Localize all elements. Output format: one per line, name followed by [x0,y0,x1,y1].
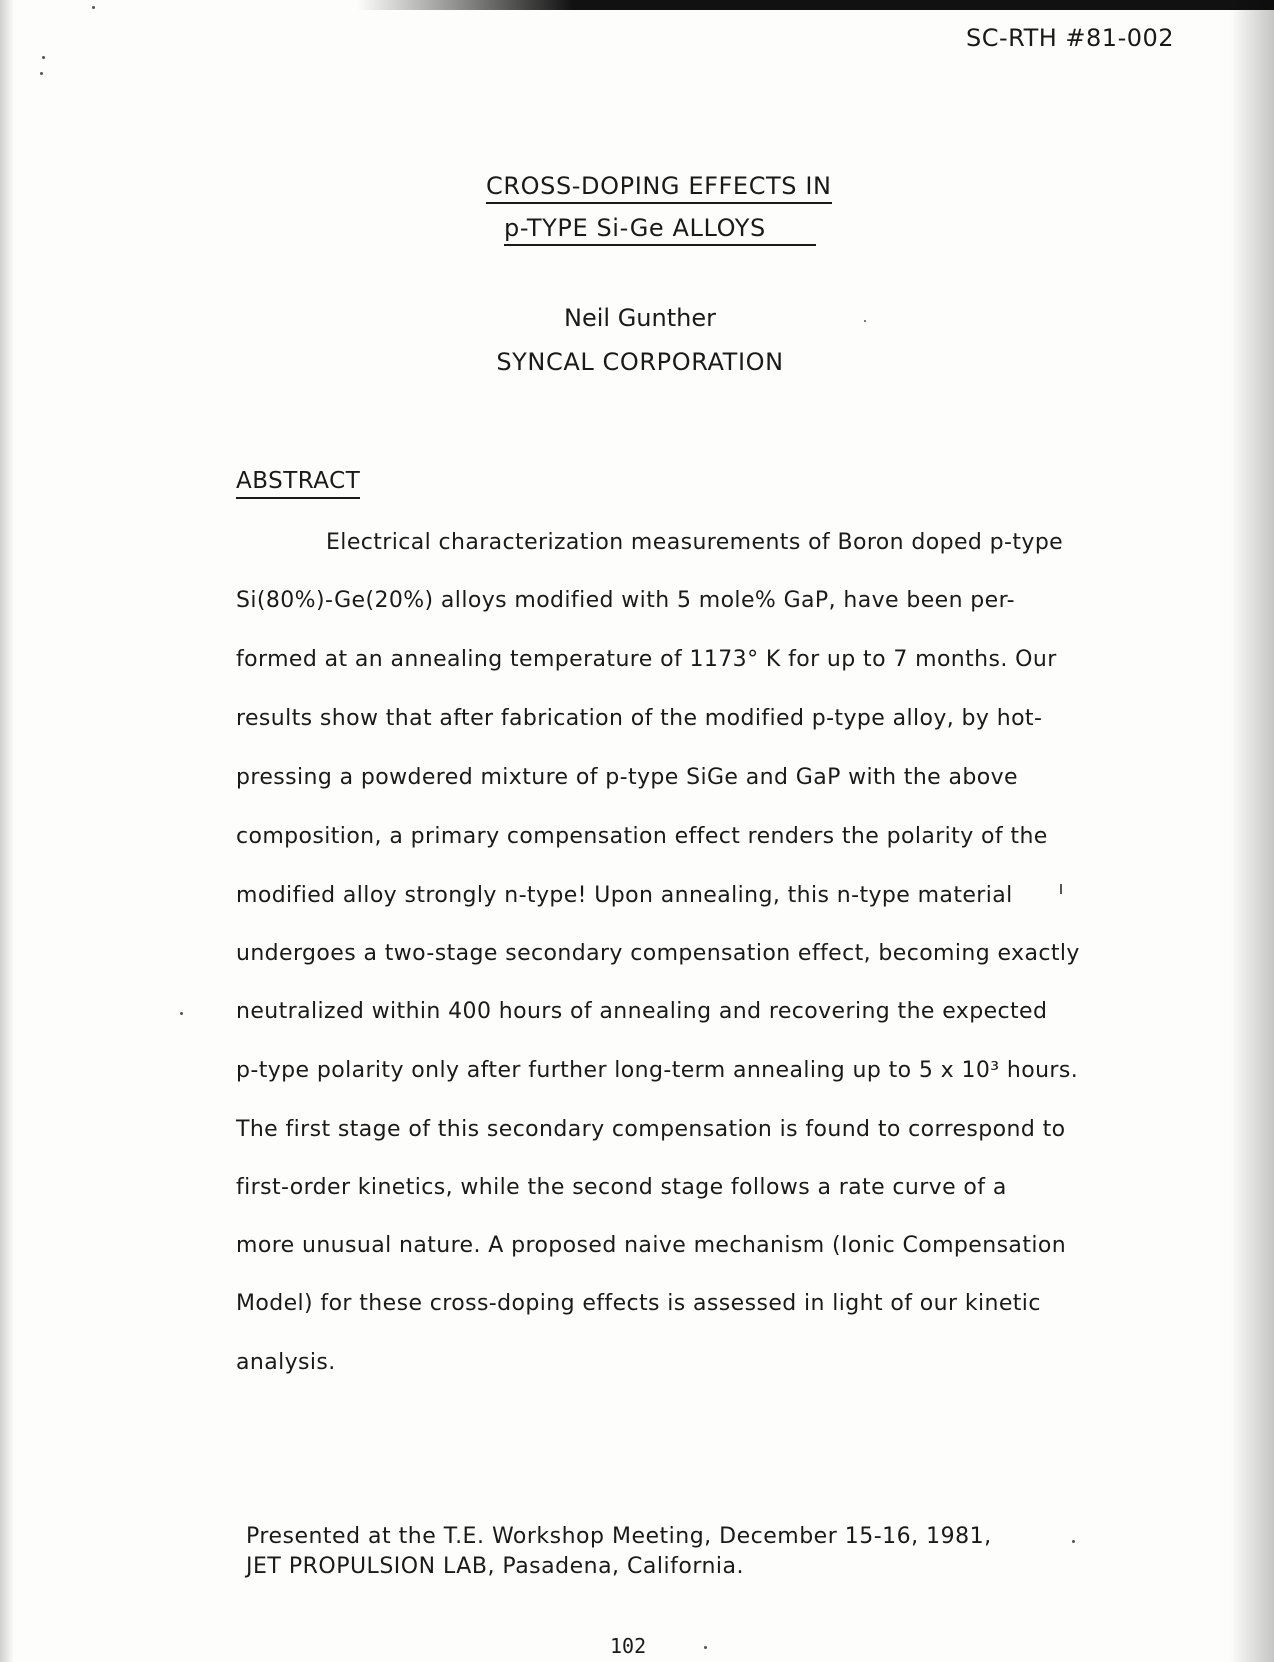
scan-speck [92,6,95,9]
abstract-line: pressing a powdered mixture of p-type SiGe and GaP with the above [236,765,1018,790]
scan-speck [1072,1540,1075,1543]
scan-speck [864,320,866,322]
abstract-line: results show that after fabrication of the modified p-type alloy, by hot- [236,706,1043,731]
footnote-line: JET PROPULSION LAB, Pasadena, California. [246,1554,745,1579]
abstract-line: p-type polarity only after further long-term annealing up to 5 x 10³ hours. [236,1058,1079,1083]
scan-left-edge-shadow [0,0,14,1662]
abstract-line: Model) for these cross-doping effects is assessed in light of our kinetic [236,1291,1041,1316]
footnote-line: Presented at the T.E. Workshop Meeting, December 15-16, 1981, [246,1524,992,1549]
abstract-line: Si(80%)-Ge(20%) alloys modified with 5 mole% GaP, have been per- [236,588,1015,613]
abstract-line: undergoes a two-stage secondary compensation effect, becoming exactly [236,941,1080,966]
abstract-line: formed at an annealing temperature of 1173° K for up to 7 months. Our [236,647,1057,672]
title-line-1: CROSS-DOPING EFFECTS IN [486,172,832,204]
abstract-line: analysis. [236,1350,336,1375]
author-affiliation: SYNCAL CORPORATION [496,348,784,376]
scan-speck [180,1012,183,1015]
scan-top-edge [0,0,1274,10]
abstract-line: more unusual nature. A proposed naive mechanism (Ionic Compensation [236,1233,1067,1258]
page-number: 102 [610,1634,647,1658]
abstract-line: Electrical characterization measurements of Boron doped p-type [326,530,1064,555]
abstract-line: neutralized within 400 hours of annealing and recovering the expected [236,999,1048,1024]
scan-speck [704,1646,707,1649]
scan-speck [42,56,45,59]
scan-speck [1060,884,1062,894]
abstract-line: The first stage of this secondary compensation is found to correspond to [236,1117,1066,1142]
report-id: SC-RTH #81-002 [966,24,1175,52]
scan-speck [40,72,43,75]
abstract-line: modified alloy strongly n-type! Upon annealing, this n-type material [236,883,1013,908]
author-name: Neil Gunther [564,304,716,332]
abstract-line: composition, a primary compensation effect renders the polarity of the [236,824,1048,849]
abstract-heading: ABSTRACT [236,468,360,499]
title-line-2: p-TYPE Si-Ge ALLOYS [504,214,816,246]
abstract-line: first-order kinetics, while the second stage follows a rate curve of a [236,1175,1007,1200]
scan-right-edge-shadow [1230,0,1274,1662]
